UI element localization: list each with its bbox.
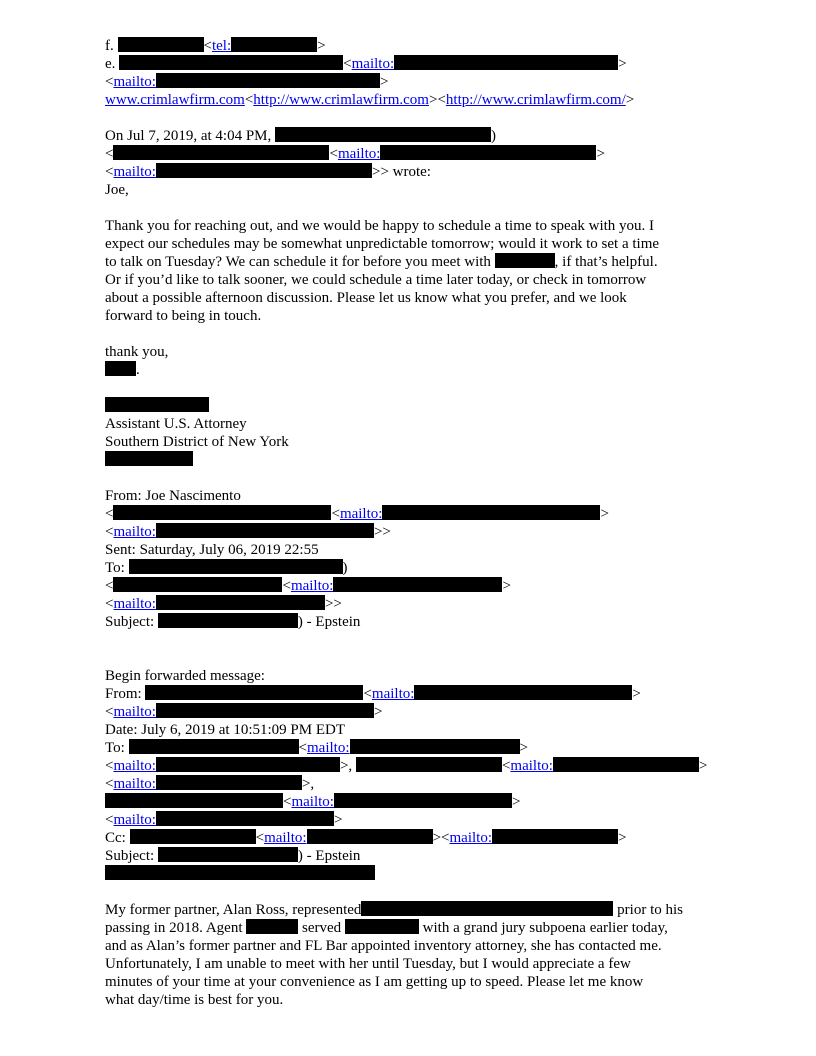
- redaction: [156, 163, 372, 178]
- web-line: [105, 91, 634, 109]
- redaction: [105, 793, 283, 808]
- redaction: [361, 901, 613, 916]
- mailto-link[interactable]: <mailto:: [282, 578, 334, 594]
- mailto-link[interactable]: mailto:: [113, 704, 156, 720]
- redaction: [105, 451, 193, 466]
- fwd-from: From: <mailto: >: [105, 686, 641, 702]
- signature-initial: .: [105, 361, 140, 379]
- orig-from-email: < <mailto: >: [105, 506, 609, 522]
- reply-paragraph-line: Thank you for reaching out, and we would be happy to schedule a time to speak with you. I: [105, 218, 655, 234]
- mailto-link[interactable]: <mailto:: [441, 830, 492, 846]
- redaction: [307, 829, 433, 844]
- body-line: passing in 2018. Agent served with a grand jury subpoena earlier today,: [105, 920, 668, 936]
- mailto-link[interactable]: mailto:: [113, 812, 156, 828]
- fax-line: [105, 37, 326, 55]
- closing: thank you,: [105, 344, 169, 360]
- close-paren: ): [491, 128, 497, 144]
- redaction: [105, 397, 209, 412]
- redaction: [113, 577, 282, 592]
- body-line: My former partner, Alan Ross, represented prior to his: [105, 902, 683, 918]
- wrote-text: > wrote:: [380, 164, 431, 180]
- signature-extra: [105, 451, 193, 469]
- fwd-date: Date: July 6, 2019 at 10:51:09 PM EDT: [105, 722, 345, 738]
- mailto-link[interactable]: <mailto:: [255, 830, 307, 846]
- fwd-to-2: <mailto: >, <mailto: >: [105, 758, 708, 774]
- lt: <: [244, 92, 254, 108]
- redaction: [356, 757, 502, 772]
- redaction: [156, 775, 302, 790]
- email-line: [105, 55, 627, 73]
- salutation: Joe,: [105, 182, 129, 198]
- body-line: what day/time is best for you.: [105, 992, 284, 1008]
- mailto-link[interactable]: <mailto:: [343, 56, 395, 72]
- redaction: [414, 685, 632, 700]
- web-link-http-slash[interactable]: http://www.crimlawfirm.com/: [445, 92, 626, 108]
- reply-header: [105, 127, 496, 145]
- redaction: [345, 919, 419, 934]
- redaction: [334, 793, 512, 808]
- orig-to-email: < <mailto: >: [105, 578, 511, 594]
- gt: >: [317, 38, 326, 54]
- mailto-link[interactable]: mailto:: [113, 596, 156, 612]
- mailto-link[interactable]: <mailto:: [363, 686, 415, 702]
- redaction: [129, 739, 299, 754]
- orig-from-email-2: <mailto: >>: [105, 524, 391, 540]
- orig-to-email-2: <mailto: >>: [105, 596, 342, 612]
- web-link[interactable]: www.crimlawfirm.com: [105, 92, 245, 108]
- mailto-link[interactable]: <mailto:: [501, 758, 553, 774]
- reply-header-text: On Jul 7, 2019, at 4:04 PM,: [105, 128, 272, 144]
- redaction: [156, 73, 380, 88]
- redaction: [275, 127, 491, 142]
- redaction: [119, 55, 343, 70]
- gt: >: [618, 56, 627, 72]
- reply-paragraph-line: about a possible afternoon discussion. Please let us know what you prefer, and we look: [105, 290, 627, 306]
- redaction: [105, 865, 375, 880]
- orig-from: From: Joe Nascimento: [105, 488, 241, 504]
- fax-label: f.: [105, 38, 114, 54]
- redaction: [382, 505, 600, 520]
- reply-paragraph-line: to talk on Tuesday? We can schedule it for before you meet with , if that’s helpful.: [105, 254, 658, 270]
- fwd-to: To: <mailto: >: [105, 740, 528, 756]
- redaction: [333, 577, 502, 592]
- mailto-link[interactable]: mailto:: [113, 776, 156, 792]
- signature-name: [105, 397, 209, 415]
- reply-header-email-2: [105, 163, 431, 181]
- redaction: [495, 253, 555, 268]
- fwd-redacted-line: [105, 865, 375, 883]
- fwd-to-4: <mailto: >: [105, 793, 520, 811]
- fwd-cc: Cc: <mailto: ><mailto: >: [105, 830, 627, 846]
- body-line: minutes of your time at your convenience as I am getting up to speed. Please let me know: [105, 974, 644, 990]
- tel-prefix[interactable]: <tel:: [203, 38, 232, 54]
- redaction: [118, 37, 204, 52]
- fwd-begin: Begin forwarded message:: [105, 668, 265, 684]
- lt: <: [437, 92, 446, 108]
- orig-sent: Sent: Saturday, July 06, 2019 22:55: [105, 542, 319, 558]
- redaction: [553, 757, 699, 772]
- redaction: [113, 505, 331, 520]
- fwd-subject: Subject: ) - Epstein: [105, 848, 361, 864]
- redaction: [158, 613, 298, 628]
- gt: >: [596, 146, 605, 162]
- redaction: [246, 919, 298, 934]
- mailto-link[interactable]: mailto:: [113, 164, 156, 180]
- reply-header-email: [105, 145, 605, 163]
- mailto-link[interactable]: mailto:: [113, 524, 156, 540]
- redaction: [105, 361, 136, 376]
- gt: >: [625, 92, 635, 108]
- redaction: [145, 685, 363, 700]
- mailto-link[interactable]: <mailto:: [283, 794, 334, 810]
- mailto-link[interactable]: <mailto:: [329, 146, 381, 162]
- email-label: e.: [105, 56, 116, 72]
- redaction: [156, 703, 374, 718]
- email-line-2: [105, 73, 388, 91]
- redaction: [156, 811, 334, 826]
- redaction: [130, 829, 256, 844]
- lt: <: [105, 164, 114, 180]
- mailto-link[interactable]: <mailto:: [298, 740, 350, 756]
- redaction: [113, 145, 329, 160]
- orig-to: To: ): [105, 560, 348, 576]
- mailto-link[interactable]: mailto:: [113, 758, 156, 774]
- redaction: [156, 523, 374, 538]
- body-line: Unfortunately, I am unable to meet with her until Tuesday, but I would appreciate a few: [105, 956, 631, 972]
- fwd-to-3: <mailto: >,: [105, 776, 315, 792]
- reply-paragraph-line: forward to being in touch.: [105, 308, 262, 324]
- signature-title: Assistant U.S. Attorney: [105, 416, 247, 432]
- fwd-to-5: <mailto: >: [105, 812, 343, 828]
- gt: >: [371, 164, 381, 180]
- mailto-link[interactable]: mailto:: [113, 74, 156, 90]
- mailto-link[interactable]: <mailto:: [331, 506, 383, 522]
- redaction: [394, 55, 618, 70]
- redaction: [156, 595, 325, 610]
- body-line: and as Alan’s former partner and FL Bar appointed inventory attorney, she has contacted me.: [105, 938, 662, 954]
- signature-office: Southern District of New York: [105, 434, 289, 450]
- reply-paragraph-line: expect our schedules may be somewhat unpredictable tomorrow; would it work to set a time: [105, 236, 660, 252]
- redaction: [492, 829, 618, 844]
- redaction: [129, 559, 343, 574]
- redaction: [231, 37, 317, 52]
- lt: <: [105, 74, 114, 90]
- redaction: [350, 739, 520, 754]
- redaction: [380, 145, 596, 160]
- orig-subject: Subject: ) - Epstein: [105, 614, 361, 630]
- reply-paragraph-line: Or if you’d like to talk sooner, we could schedule a time later today, or check in tomorrow: [105, 272, 647, 288]
- redaction: [156, 757, 340, 772]
- gt: >: [379, 74, 389, 90]
- gt: >: [428, 92, 438, 108]
- web-link-http[interactable]: http://www.crimlawfirm.com: [253, 92, 429, 108]
- redaction: [158, 847, 298, 862]
- lt: <: [105, 146, 114, 162]
- fwd-from-email-2: <mailto: >: [105, 704, 383, 720]
